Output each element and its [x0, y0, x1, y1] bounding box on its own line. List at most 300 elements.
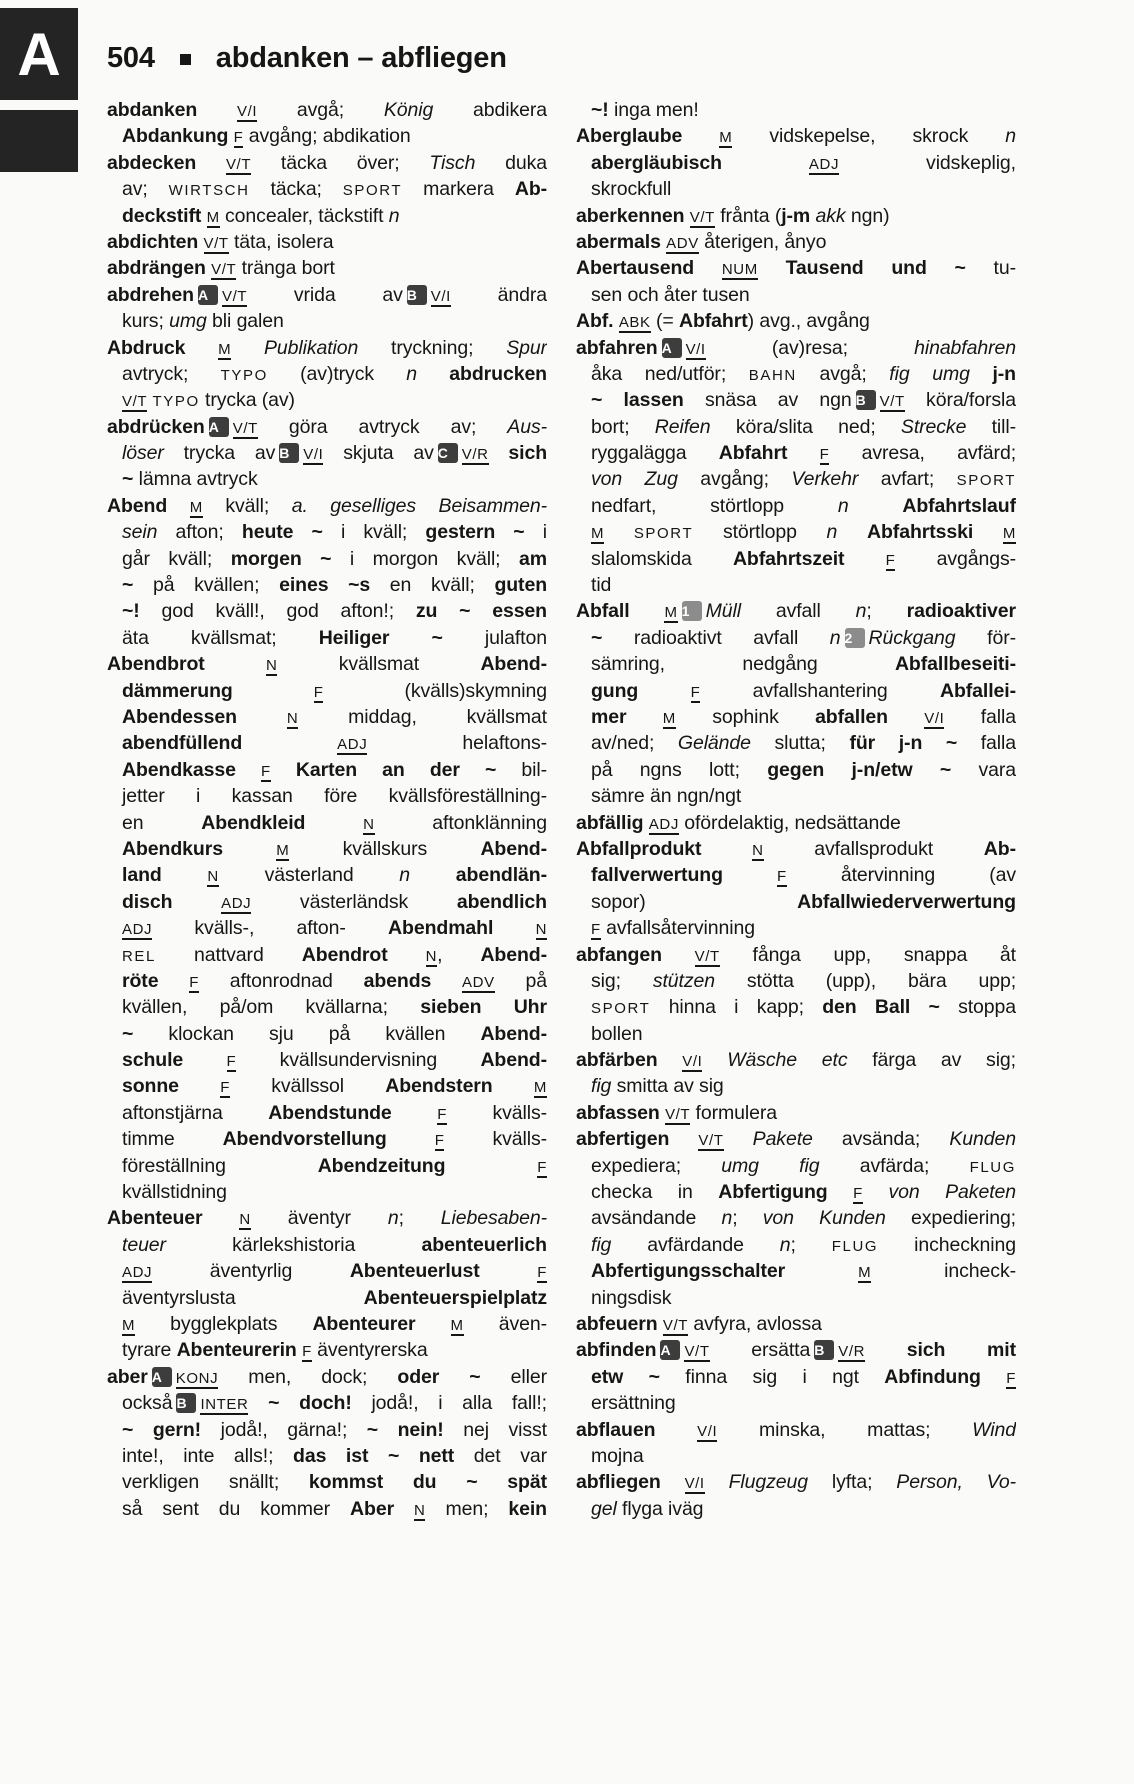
- pos-tag: M: [122, 1316, 136, 1334]
- plain-text: radioaktivt avfall: [602, 626, 830, 649]
- plain-text: jetter i kassan före kvällsföreställning-: [122, 785, 547, 808]
- pos-tag: V/I: [430, 287, 451, 305]
- pos-tag: M: [662, 709, 676, 727]
- pos-tag: ABK: [618, 314, 651, 332]
- italic-context-text: a. geselliges Beisammen-: [291, 494, 547, 517]
- plain-text: sophink: [675, 705, 816, 728]
- pos-tag: V/I: [924, 709, 945, 727]
- plain-text: täcka över;: [251, 151, 430, 174]
- dictionary-line: [107, 1390, 547, 1416]
- headword-or-bold-phrase: Abendkleid: [201, 811, 364, 834]
- headword-or-bold-phrase: Abfindung: [884, 1365, 1007, 1388]
- headword-or-bold-phrase: Abenteurer: [312, 1312, 451, 1335]
- dictionary-line: [576, 493, 1016, 519]
- dictionary-line: [576, 968, 1016, 994]
- sense-letter-badge: A: [662, 338, 682, 358]
- italic-context-text: n: [826, 521, 838, 544]
- plain-text: [417, 363, 449, 385]
- plain-text: på: [494, 969, 547, 992]
- italic-context-text: gel: [591, 1497, 617, 1520]
- plain-text: kvällskurs: [289, 837, 481, 860]
- plain-text: avsändande: [591, 1207, 722, 1230]
- headword-or-bold-phrase: disch: [122, 890, 222, 913]
- plain-text: avfall: [740, 600, 856, 623]
- headword-or-bold-phrase: abergläubisch: [591, 151, 809, 174]
- pos-tag: V/T: [211, 261, 237, 279]
- plain-text: frånta (: [714, 204, 782, 227]
- plain-text: kärlekshistoria: [165, 1233, 422, 1256]
- plain-text: ersätta: [709, 1339, 811, 1362]
- pos-tag: V/T: [698, 1132, 724, 1150]
- plain-text: markera: [402, 178, 515, 201]
- dictionary-line: [107, 651, 547, 677]
- headword-or-bold-phrase: ~!: [591, 99, 609, 121]
- pos-tag: F: [853, 1185, 863, 1203]
- dictionary-line: [107, 572, 547, 598]
- pos-tag: ADJ: [808, 155, 840, 173]
- headword-or-bold-phrase: Abendkasse: [122, 758, 261, 781]
- dictionary-line: [107, 1285, 547, 1311]
- dictionary-line: [576, 942, 1016, 968]
- plain-text: finna sig i ngt: [659, 1365, 885, 1388]
- plain-text: middag, kvällsmat: [298, 705, 547, 728]
- plain-text: nedfart, störtlopp: [591, 494, 838, 517]
- headword-or-bold-phrase: röte: [122, 969, 190, 992]
- headword-or-bold-phrase: ~ lassen: [591, 389, 684, 412]
- headword-or-bold-phrase: Abfallwiederverwertung: [797, 890, 1016, 913]
- headword-or-bold-phrase: abfallen: [815, 705, 925, 728]
- plain-text: färga av sig;: [847, 1049, 1016, 1072]
- pos-tag: M: [719, 129, 733, 147]
- headword-or-bold-phrase: Abdankung: [122, 125, 234, 148]
- pos-tag: V/I: [685, 340, 706, 358]
- plain-text: äventyr: [250, 1207, 388, 1230]
- headword-or-bold-phrase: Abfallei-: [939, 679, 1016, 702]
- headword-or-bold-phrase: Abend-: [480, 943, 547, 966]
- pos-tag: F: [261, 762, 271, 780]
- pos-tag: V/T: [122, 393, 148, 411]
- plain-text: jodå!, i alla fall!;: [351, 1392, 547, 1415]
- italic-context-text: n: [388, 204, 400, 227]
- plain-text: tid: [591, 574, 612, 597]
- pos-tag: N: [535, 921, 547, 939]
- plain-text: en: [122, 811, 202, 834]
- plain-text: ändra: [450, 283, 547, 306]
- pos-tag: F: [885, 551, 896, 569]
- sense-letter-badge: A: [660, 1340, 680, 1360]
- plain-text: avsända;: [812, 1128, 950, 1151]
- headword-or-bold-phrase: Abendstern: [385, 1075, 534, 1098]
- plain-text: god kväll!, god afton!;: [139, 600, 416, 623]
- headword-or-bold-phrase: radioaktiver: [906, 600, 1016, 623]
- headword-or-bold-phrase: Abendrot: [301, 943, 426, 966]
- dictionary-line: [107, 783, 547, 809]
- italic-context-text: Wind: [972, 1418, 1016, 1441]
- dictionary-line: [576, 150, 1016, 176]
- plain-text: bli galen: [206, 310, 284, 333]
- plain-text: det var: [454, 1444, 547, 1467]
- headword-or-bold-phrase: aberkennen: [576, 204, 690, 227]
- headword-or-bold-phrase: Abendzeitung: [317, 1154, 538, 1177]
- headword-or-bold-phrase: j-m: [781, 204, 811, 227]
- pos-tag: F: [226, 1053, 237, 1071]
- plain-text: ) avg., avgång: [747, 310, 870, 333]
- headword-or-bold-phrase: gegen j-n/etw ~: [767, 758, 952, 781]
- pos-tag: V/T: [232, 419, 258, 437]
- plain-text: [271, 759, 296, 781]
- headword-or-bold-phrase: gestern ~: [425, 521, 525, 544]
- pos-tag: F: [776, 868, 787, 886]
- plain-text: äta kvällsmat;: [122, 626, 319, 649]
- plain-text: i kväll;: [322, 521, 426, 544]
- pos-tag: V/I: [682, 1053, 703, 1071]
- italic-context-text: Strecke: [900, 415, 967, 438]
- pos-tag: M: [189, 498, 203, 516]
- headword-or-bold-phrase: Abendkurs: [122, 837, 277, 860]
- plain-text: på ngns lott;: [591, 758, 768, 781]
- headword-or-bold-phrase: eines ~s: [279, 574, 371, 597]
- headword-or-bold-phrase: Abend: [107, 494, 190, 517]
- headword-or-bold-phrase: abendfüllend: [122, 732, 338, 755]
- headword-or-bold-phrase: am: [519, 547, 547, 570]
- plain-text: återvinning (av: [786, 864, 1016, 887]
- italic-context-text: Aus-: [507, 415, 547, 438]
- headword-or-bold-phrase: ~: [122, 1022, 134, 1045]
- dictionary-line: [107, 519, 547, 545]
- plain-text: även-: [463, 1312, 547, 1335]
- plain-text: köra/slita ned;: [710, 415, 901, 438]
- plain-text: concealer, täckstift: [219, 204, 389, 227]
- italic-context-text: König: [383, 99, 434, 121]
- pos-tag: V/I: [684, 1475, 705, 1493]
- dictionary-line: [107, 1021, 547, 1047]
- dictionary-line: [107, 176, 547, 202]
- sense-number-badge: 2: [845, 628, 865, 648]
- pos-tag: M: [858, 1264, 872, 1282]
- plain-text: köra/forsla: [904, 389, 1016, 412]
- plain-text: timme: [122, 1128, 223, 1151]
- italic-context-text: n: [721, 1207, 733, 1230]
- plain-text: inte!, inte alls!;: [122, 1444, 294, 1467]
- page-header: [107, 38, 507, 78]
- plain-text: täcka;: [249, 178, 343, 201]
- pos-tag: V/T: [665, 1105, 691, 1123]
- plain-text: mojna: [591, 1444, 644, 1467]
- headword-or-bold-phrase: Abendmahl: [388, 917, 536, 940]
- pos-tag: M: [450, 1316, 464, 1334]
- dictionary-line: [576, 440, 1016, 466]
- plain-text: västerland: [218, 864, 400, 887]
- pos-tag: F: [302, 1343, 312, 1361]
- dictionary-line: [107, 203, 547, 229]
- dictionary-line: [107, 994, 547, 1020]
- plain-text: vidskeplig,: [839, 151, 1016, 174]
- domain-label: WIRTSCH: [168, 182, 250, 200]
- plain-text: aftonstjärna: [122, 1101, 269, 1124]
- headword-or-bold-phrase: abfertigen: [576, 1128, 699, 1151]
- plain-text: incheckning: [878, 1233, 1016, 1256]
- italic-context-text: Reifen: [654, 415, 711, 438]
- pos-tag: V/T: [662, 1316, 689, 1334]
- headword-or-bold-phrase: abfinden: [576, 1339, 657, 1362]
- plain-text: formulera: [690, 1101, 777, 1124]
- italic-context-text: n: [1005, 125, 1016, 148]
- headword-or-bold-phrase: ~: [591, 626, 603, 649]
- headword-or-bold-phrase: Abf.: [576, 310, 619, 333]
- plain-text: kurs;: [122, 310, 170, 333]
- dictionary-line: [576, 1232, 1016, 1258]
- pos-tag: M: [664, 604, 678, 622]
- headword-or-bold-phrase: Abend-: [480, 837, 547, 860]
- plain-text: ryggalägga: [591, 442, 719, 465]
- dictionary-line: [107, 150, 547, 176]
- domain-label: TYPO: [220, 366, 268, 384]
- domain-label: REL: [122, 947, 156, 965]
- headword-or-bold-phrase: dämmerung: [122, 679, 314, 702]
- plain-text: sopor): [591, 890, 798, 913]
- italic-context-text: umg: [169, 310, 207, 333]
- dictionary-line: [576, 123, 1016, 149]
- dictionary-line: [576, 1047, 1016, 1073]
- dictionary-line: [107, 229, 547, 255]
- plain-text: ngn): [845, 204, 890, 227]
- page-number: 504: [107, 41, 155, 74]
- italic-context-text: Person, Vo-: [896, 1471, 1016, 1494]
- dictionary-line: [576, 1100, 1016, 1126]
- domain-label: SPORT: [956, 472, 1016, 490]
- headword-or-bold-phrase: aber: [107, 1365, 148, 1388]
- plain-text: för-: [955, 626, 1016, 649]
- dictionary-line: [576, 1311, 1016, 1337]
- headword-or-bold-phrase: abdrehen: [107, 283, 194, 306]
- dictionary-line: [107, 836, 547, 862]
- dictionary-line: [576, 1179, 1016, 1205]
- plain-text: avgång; abdikation: [243, 125, 411, 148]
- dictionary-line: [107, 282, 547, 308]
- plain-text: [724, 1128, 753, 1150]
- italic-context-text: n: [837, 494, 849, 517]
- plain-text: ;: [398, 1207, 441, 1230]
- pos-tag: V/T: [879, 393, 905, 411]
- headword-or-bold-phrase: Abfahrtslauf: [902, 494, 1016, 517]
- pos-tag: V/I: [237, 103, 258, 120]
- headword-or-bold-phrase: Abendstunde: [268, 1101, 438, 1124]
- sense-letter-badge: B: [814, 1340, 834, 1360]
- plain-text: [702, 1049, 727, 1071]
- dictionary-line: [576, 625, 1016, 651]
- pos-tag: ADJ: [221, 894, 252, 912]
- plain-text: avgång;: [677, 468, 792, 491]
- italic-context-text: fig: [591, 1233, 612, 1256]
- italic-context-text: Spur: [506, 336, 547, 359]
- dictionary-line: [576, 229, 1016, 255]
- dictionary-line: [576, 1443, 1016, 1469]
- headword-or-bold-phrase: deckstift: [122, 204, 207, 227]
- pos-tag: N: [239, 1211, 251, 1229]
- plain-text: smitta av sig: [611, 1075, 724, 1098]
- pos-tag: ADJ: [648, 815, 679, 833]
- sense-letter-badge: A: [198, 285, 218, 305]
- plain-text: [705, 1471, 729, 1493]
- headword-or-bold-phrase: abends: [363, 969, 463, 992]
- thumb-tab-letter: [0, 8, 78, 100]
- pos-tag: M: [533, 1079, 547, 1097]
- headword-or-bold-phrase: Tausend und ~: [785, 257, 966, 280]
- pos-tag: F: [437, 1105, 447, 1123]
- headword-or-bold-phrase: abdichten: [107, 230, 204, 253]
- plain-text: så sent du kommer: [122, 1497, 351, 1520]
- plain-text: kvällen, på/om kvällarna;: [122, 996, 421, 1019]
- plain-text: (av)resa;: [705, 336, 915, 359]
- dictionary-line: [107, 1417, 547, 1443]
- domain-label: SPORT: [342, 182, 403, 200]
- plain-text: föreställning: [122, 1154, 318, 1177]
- plain-text: lyfta;: [807, 1471, 897, 1494]
- headword-or-bold-phrase: abflauen: [576, 1418, 698, 1441]
- dictionary-line: [576, 387, 1016, 413]
- plain-text: kvällssol: [229, 1075, 386, 1098]
- headword-or-bold-phrase: Karten an der ~: [295, 758, 497, 781]
- pos-tag: F: [591, 921, 601, 939]
- headword-or-bold-phrase: abdrängen: [107, 257, 212, 280]
- pos-tag: N: [752, 841, 764, 859]
- dictionary-line: [107, 440, 547, 466]
- pos-tag: V/R: [838, 1343, 866, 1361]
- plain-text: eller: [480, 1365, 547, 1388]
- pos-tag: N: [265, 657, 278, 675]
- headword-or-bold-phrase: abfliegen: [576, 1471, 685, 1494]
- plain-text: avtryck;: [122, 362, 221, 385]
- plain-text: ,: [437, 943, 481, 966]
- italic-context-text: Wäsche etc: [727, 1049, 848, 1072]
- plain-text: äventyrerska: [311, 1339, 428, 1362]
- plain-text: tränga bort: [236, 257, 335, 280]
- dictionary-line: [576, 1390, 1016, 1416]
- plain-text: [231, 337, 264, 359]
- headword-or-bold-phrase: abfeuern: [576, 1312, 663, 1335]
- plain-text: avgå;: [796, 362, 890, 385]
- plain-text: ofördelaktig, nedsättande: [678, 811, 901, 834]
- pos-tag: ADJ: [122, 921, 153, 939]
- dictionary-line: [107, 1073, 547, 1099]
- sense-letter-badge: A: [152, 1367, 172, 1387]
- dictionary-line: [576, 572, 1016, 598]
- dictionary-line: [576, 598, 1016, 624]
- dictionary-line: [576, 836, 1016, 862]
- plain-text: (av)tryck: [267, 362, 407, 385]
- dictionary-line: [107, 625, 547, 651]
- plain-text: [849, 495, 903, 517]
- plain-text: täta, isolera: [228, 230, 334, 253]
- plain-text: fånga upp, snappa åt: [719, 943, 1016, 966]
- dictionary-columns: [107, 97, 1016, 1522]
- dictionary-line: [107, 466, 547, 492]
- dictionary-line: [107, 123, 547, 149]
- headword-or-bold-phrase: Abendbrot: [107, 653, 266, 676]
- dictionary-line: [107, 335, 547, 361]
- headword-or-bold-phrase: Abfertigungsschalter: [591, 1260, 859, 1283]
- plain-text: västerländsk: [251, 890, 457, 913]
- plain-text: avfallsprodukt: [763, 837, 984, 860]
- plain-text: verkligen snällt;: [122, 1471, 309, 1494]
- plain-text: sämre än ngn/ngt: [591, 785, 742, 808]
- plain-text: skrockfull: [591, 178, 672, 201]
- plain-text: sen och åter tusen: [591, 283, 750, 306]
- headword-or-bold-phrase: abfahren: [576, 336, 658, 359]
- headword-or-bold-phrase: Abfertigung: [718, 1181, 854, 1204]
- sense-letter-badge: B: [407, 285, 427, 305]
- italic-context-text: Flugzeug: [728, 1471, 808, 1494]
- headword-or-bold-phrase: Abend-: [480, 653, 547, 676]
- headword-or-bold-phrase: abermals: [576, 230, 667, 253]
- headword-or-bold-phrase: fallverwertung: [591, 864, 777, 887]
- plain-text: slutta;: [750, 732, 850, 755]
- plain-text: sämring, nedgång: [591, 653, 895, 676]
- pos-tag: ADV: [462, 973, 495, 991]
- plain-text: abdikera: [433, 99, 547, 121]
- dictionary-line: [576, 889, 1016, 915]
- plain-text: (kvälls)skymning: [323, 679, 547, 702]
- plain-text: aftonklänning: [374, 811, 547, 834]
- dictionary-line: [107, 730, 547, 756]
- headword-or-bold-phrase: Abfahrtsski: [867, 521, 1003, 544]
- pos-tag: INTER: [200, 1396, 249, 1414]
- plain-text: [758, 257, 786, 279]
- dictionary-line: [576, 678, 1016, 704]
- dictionary-line: [107, 1100, 547, 1126]
- italic-context-text: teuer: [122, 1233, 166, 1256]
- headword-or-bold-phrase: Abenteuerlust: [349, 1260, 538, 1283]
- plain-text: tryckning;: [358, 336, 507, 359]
- plain-text: vidskepelse, skrock: [732, 125, 1006, 148]
- headword-or-bold-phrase: abdrücken: [107, 415, 205, 438]
- headword-or-bold-phrase: j-n: [992, 362, 1016, 385]
- plain-text: kvällsundervisning: [236, 1049, 481, 1072]
- plain-text: bil-: [496, 758, 547, 781]
- domain-label: BAHN: [748, 366, 797, 384]
- headword-or-bold-phrase: Abfahrt: [718, 442, 820, 465]
- pos-tag: V/T: [225, 155, 252, 173]
- dictionary-line: [576, 862, 1016, 888]
- headword-or-bold-phrase: zu ~ essen: [415, 600, 547, 623]
- headword-or-bold-phrase: Abenteuerspielplatz: [363, 1286, 547, 1309]
- plain-text: avfallshantering: [700, 679, 940, 702]
- headword-or-bold-phrase: ~ gern!: [122, 1418, 202, 1441]
- dictionary-line: [576, 1021, 1016, 1047]
- italic-context-text: umg fig: [721, 1154, 820, 1177]
- plain-text: afton;: [157, 521, 242, 544]
- plain-text: kvälls-: [446, 1101, 547, 1124]
- dictionary-line: [107, 678, 547, 704]
- headword-or-bold-phrase: kein: [508, 1497, 547, 1520]
- dictionary-line: [576, 335, 1016, 361]
- italic-context-text: von Paketen: [888, 1181, 1016, 1204]
- plain-text: kväll;: [202, 494, 292, 517]
- headword-or-bold-phrase: ~ nein!: [366, 1418, 444, 1441]
- sense-letter-badge: C: [438, 443, 458, 463]
- dictionary-line: [576, 255, 1016, 281]
- italic-context-text: n: [406, 362, 418, 385]
- dictionary-line: [576, 361, 1016, 387]
- headword-or-bold-phrase: schule: [122, 1049, 227, 1072]
- plain-text: nej visst: [443, 1418, 547, 1441]
- pos-tag: V/I: [697, 1422, 718, 1440]
- dictionary-line: [107, 1337, 547, 1363]
- italic-context-text: hinabfahren: [914, 336, 1016, 359]
- plain-text: vrida av: [247, 283, 403, 306]
- plain-text: expediering;: [885, 1207, 1016, 1230]
- pos-tag: F: [819, 446, 830, 464]
